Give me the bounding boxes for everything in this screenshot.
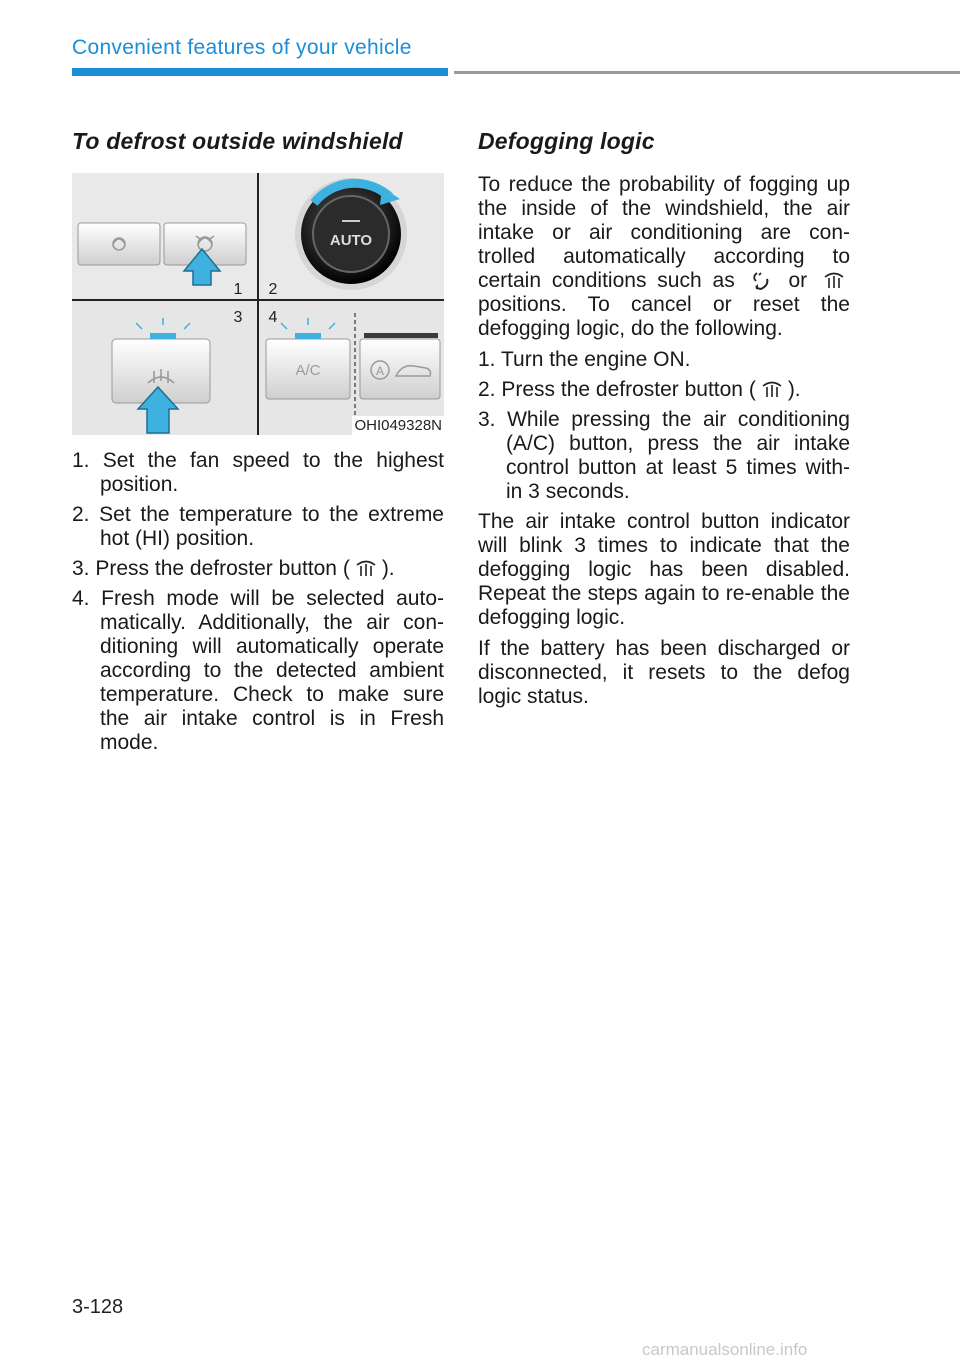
- ac-label: A/C: [295, 362, 321, 379]
- climate-panel-illustration: [72, 173, 444, 435]
- list-item: 4. Fresh mode will be selected auto- matically. Additionally, the air con- ditioning will automatically operate according to the detected ambient temperature. Check to make sure the air intake control is in Fresh mode.: [72, 587, 444, 754]
- list-item: 3. While pressing the air conditioning (A/C) button, press the air intake control button at least 5 times with- in 3 seconds.: [478, 408, 850, 503]
- defrost-steps: [72, 449, 444, 755]
- auto-label: AUTO: [329, 232, 373, 249]
- intro-text-before: To reduce the probability of fogging up the inside of the windshield, the air intake or air conditioning are con- trolled automatically according to certain conditions such as: [478, 173, 850, 292]
- step2-text-before: 2. Press the defroster button (: [478, 378, 756, 401]
- list-item: [478, 378, 850, 402]
- figure-code: OHI049328N: [354, 417, 442, 434]
- header-accent-bar: [72, 68, 448, 76]
- defogging-heading: Defogging logic: [478, 128, 655, 154]
- battery-paragraph: If the battery has been discharged or disconnected, it resets to the defog logic status.: [478, 637, 850, 708]
- list-item: 2. Set the temperature to the extreme hot (HI) position.: [72, 503, 444, 550]
- right-column: [478, 128, 850, 716]
- defroster-icon: [352, 557, 380, 579]
- section-title: Convenient features of your vehicle: [72, 36, 412, 59]
- list-item: [72, 557, 444, 581]
- step-number: 2: [268, 281, 278, 298]
- header-rule: [454, 71, 960, 74]
- step-number: 4: [268, 309, 278, 326]
- left-column: [72, 128, 444, 761]
- defogging-steps: [478, 348, 850, 504]
- mode-label: A: [375, 364, 385, 378]
- page-number: 3-128: [72, 1296, 124, 1318]
- defroster-icon: [758, 378, 786, 400]
- step3-text-after: ).: [381, 557, 395, 580]
- list-item: 1. Turn the engine ON.: [478, 348, 691, 371]
- step3-text-before: 3. Press the defroster button (: [72, 557, 350, 580]
- watermark: carmanualsonline.info: [642, 1340, 808, 1359]
- indicator-paragraph: The air intake control button indicator will blink 3 times to indicate that the defogging logic has been disabled. Repeat the steps again to re-enable the defogging logic.: [478, 510, 850, 629]
- defroster-icon: [820, 269, 848, 291]
- step2-text-after: ).: [787, 378, 801, 401]
- floor-defrost-mode-icon: [748, 269, 776, 291]
- step-number: 1: [233, 281, 243, 298]
- climate-control-figure: [72, 173, 444, 435]
- list-item: 1. Set the fan speed to the highest position.: [72, 449, 444, 496]
- intro-text-after: positions. To cancel or reset the defogging logic, do the following.: [478, 293, 850, 340]
- intro-text-middle: or: [788, 269, 808, 292]
- defogging-intro: [478, 173, 850, 341]
- step-number: 3: [233, 309, 243, 326]
- auto-knob-panel: [295, 178, 407, 290]
- defrost-heading: To defrost outside windshield: [72, 128, 403, 154]
